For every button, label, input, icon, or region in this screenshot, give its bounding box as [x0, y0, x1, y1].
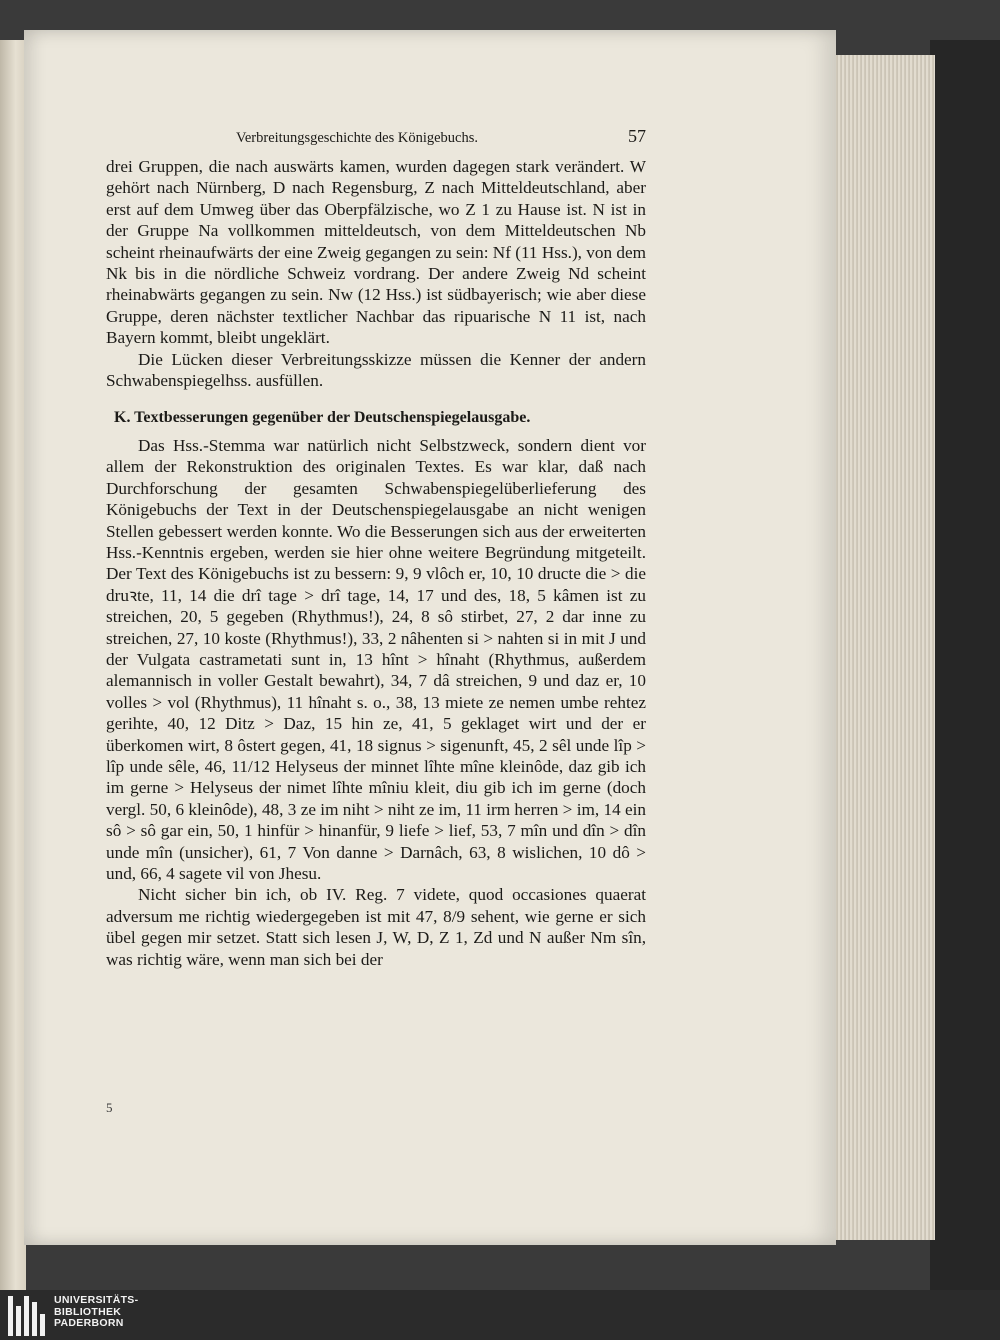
- book-cover-edge: [930, 40, 1000, 1290]
- page-content: [106, 126, 646, 970]
- library-logo-text: [54, 1295, 138, 1330]
- paragraph-2: Die Lücken dieser Verbreitungsskizze müssen die Kenner der andern Schwabenspiegelhss. ausfüllen.: [106, 349, 646, 391]
- running-head: Verbreitungsgeschichte des Königebuchs.: [236, 130, 479, 146]
- page-number: 57: [628, 126, 646, 146]
- left-page-edge: [0, 40, 26, 1290]
- section-heading: K. Textbesserungen gegenüber der Deutschenspiegelausgabe.: [114, 409, 531, 427]
- logo-line-2: BIBLIOTHEK: [54, 1305, 122, 1318]
- paragraph-3: Das Hss.-Stemma war natürlich nicht Selbstzweck, sondern dient vor allem der Rekonstruktion des originalen Textes. Es war klar, daß nach Durchforschung der gesamten Schwabenspiegelüberlieferung des Königebuchs der Text in der Deutschenspiegelausgabe an nicht wenigen Stellen gebessert werden konnte. Wo die Besserungen sich aus der erweiterten Hss.-Kenntnis ergeben, werden sie hier ohne weitere Begründung mitgeteilt. Der Text des Königebuchs ist zu bessern: 9, 9 vlôch er, 10, 10 dructe die > die druꝛte, 11, 14 die drî tage > drî tage, 14, 17 und des, 18, 5 kâmen ist zu streichen, 20, 5 gegeben (Rhythmus!), 24, 8 sô stirbet, 27, 2 dar inne zu streichen, 27, 10 koste (Rhythmus!), 33, 2 nâhenten si > nahten si in mit J und der Vulgata castrametati sunt in, 13 hînt > hînaht (Rhythmus, außerdem alemannisch in voller Gestalt bewahrt), 34, 7 dâ streichen, 9 und daz er, 10 volles > vol (Rhythmus), 11 hînaht s. o., 38, 13 miete ze nemen umbe rehtez gerihte, 40, 12 Ditz > Daz, 15 hin ze, 41, 5 geklaget wirt und der er überkomen wirt, 8 ôstert gegen, 41, 18 signus > sigenunft, 45, 2 sêl unde lîp > lîp unde sêle, 46, 11/12 Helyseus der minnet lîhte mîne kleinôde, daz gib ich im gerne > Helyseus der nimet lîhte mîniu kleit, diu gib ich im gerne (doch vergl. 50, 6 kleinôde), 48, 3 ze im niht > niht ze im, 11 irm herren > im, 14 ein sô > sô gar ein, 50, 1 hinfür > hinanfür, 9 liefe > lief, 53, 7 mîn und dîn > dîn unde mîn (unsicher), 61, 7 Von danne > Darnâch, 63, 8 wislichen, 10 dô > und, 66, 4 sagete vil von Jhesu.: [106, 435, 646, 883]
- signature-mark: 5: [106, 1100, 113, 1115]
- logo-line-3: PADERBORN: [54, 1317, 124, 1329]
- library-footer: [0, 1290, 1000, 1340]
- library-logo-icon: [8, 1296, 50, 1336]
- body-text: [106, 156, 646, 970]
- paragraph-4: Nicht sicher bin ich, ob IV. Reg. 7 videte, quod occasiones quaerat adversum me richtig wiedergegeben ist mit 47, 8/9 sehent, wie gerne er sich übel gegen mir setzet. Statt sich lesen J, W, D, Z 1, Zd und N außer Nm sîn, was richtig wäre, wenn man sich bei der: [106, 885, 646, 969]
- logo-line-1: UNIVERSITÄTS-: [54, 1294, 139, 1306]
- page-header: [236, 126, 646, 152]
- page-block-edge: [830, 55, 935, 1240]
- paragraph-1: drei Gruppen, die nach auswärts kamen, wurden dagegen stark verändert. W gehört nach Nürnberg, D nach Regensburg, Z nach Mitteldeutschland, aber erst auf dem Umweg über das Oberpfälzische, wo Z 1 zu Hause ist. N ist in der Gruppe Na vollkommen mitteldeutsch, von dem Mitteldeutschen Nb scheint rheinaufwärts der eine Zweig gegangen zu sein: Nf (11 Hss.), von dem Nk bis in die nördliche Schweiz vordrang. Der andere Zweig Nd scheint rheinabwärts gegangen zu sein. Nw (12 Hss.) ist südbayerisch; wie aber diese Gruppe, deren nächster textlicher Nachbar das ripuarische N 11 ist, nach Bayern kommt, bleibt ungeklärt.: [106, 157, 646, 348]
